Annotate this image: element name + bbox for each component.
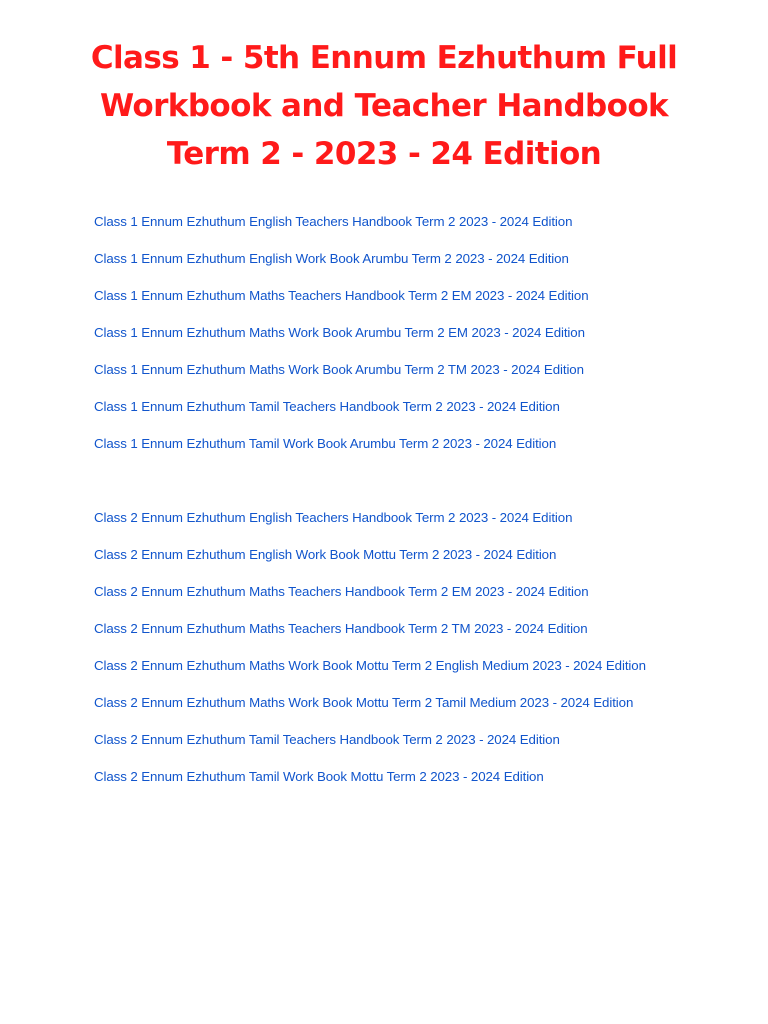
- title-line-2: Workbook and Teacher Handbook: [99, 88, 669, 124]
- link-class1-english-work-book[interactable]: Class 1 Ennum Ezhuthum English Work Book Arumbu Term 2 2023 - 2024 Edition: [94, 251, 569, 266]
- title-line-1: Class 1 - 5th Ennum Ezhuthum Full: [90, 40, 678, 76]
- link-class1-tamil-work-book[interactable]: Class 1 Ennum Ezhuthum Tamil Work Book Arumbu Term 2 2023 - 2024 Edition: [94, 436, 557, 451]
- link-class2-maths-work-book-tamil-medium[interactable]: Class 2 Ennum Ezhuthum Maths Work Book Mottu Term 2 Tamil Medium 2023 - 2024 Edition: [94, 695, 634, 710]
- link-class1-maths-work-book-tm[interactable]: Class 1 Ennum Ezhuthum Maths Work Book Arumbu Term 2 TM 2023 - 2024 Edition: [94, 362, 584, 377]
- document-title: [40, 34, 728, 178]
- link-class2-tamil-teachers-handbook[interactable]: Class 2 Ennum Ezhuthum Tamil Teachers Handbook Term 2 2023 - 2024 Edition: [94, 732, 560, 747]
- link-class2-tamil-work-book[interactable]: Class 2 Ennum Ezhuthum Tamil Work Book Mottu Term 2 2023 - 2024 Edition: [94, 769, 544, 784]
- link-class1-maths-teachers-handbook-em[interactable]: Class 1 Ennum Ezhuthum Maths Teachers Handbook Term 2 EM 2023 - 2024 Edition: [94, 288, 589, 303]
- link-class2-maths-teachers-handbook-tm[interactable]: Class 2 Ennum Ezhuthum Maths Teachers Handbook Term 2 TM 2023 - 2024 Edition: [94, 621, 588, 636]
- link-class2-maths-work-book-english-medium[interactable]: Class 2 Ennum Ezhuthum Maths Work Book Mottu Term 2 English Medium 2023 - 2024 Edition: [94, 658, 646, 673]
- link-class2-maths-teachers-handbook-em[interactable]: Class 2 Ennum Ezhuthum Maths Teachers Handbook Term 2 EM 2023 - 2024 Edition: [94, 584, 589, 599]
- link-class1-tamil-teachers-handbook[interactable]: Class 1 Ennum Ezhuthum Tamil Teachers Handbook Term 2 2023 - 2024 Edition: [94, 399, 560, 414]
- link-class1-maths-work-book-em[interactable]: Class 1 Ennum Ezhuthum Maths Work Book Arumbu Term 2 EM 2023 - 2024 Edition: [94, 325, 585, 340]
- link-class2-english-teachers-handbook[interactable]: Class 2 Ennum Ezhuthum English Teachers Handbook Term 2 2023 - 2024 Edition: [94, 510, 573, 525]
- title-line-3: Term 2 - 2023 - 24 Edition: [166, 136, 602, 172]
- link-class2-english-work-book[interactable]: Class 2 Ennum Ezhuthum English Work Book Mottu Term 2 2023 - 2024 Edition: [94, 547, 557, 562]
- link-class1-english-teachers-handbook[interactable]: Class 1 Ennum Ezhuthum English Teachers Handbook Term 2 2023 - 2024 Edition: [94, 214, 573, 229]
